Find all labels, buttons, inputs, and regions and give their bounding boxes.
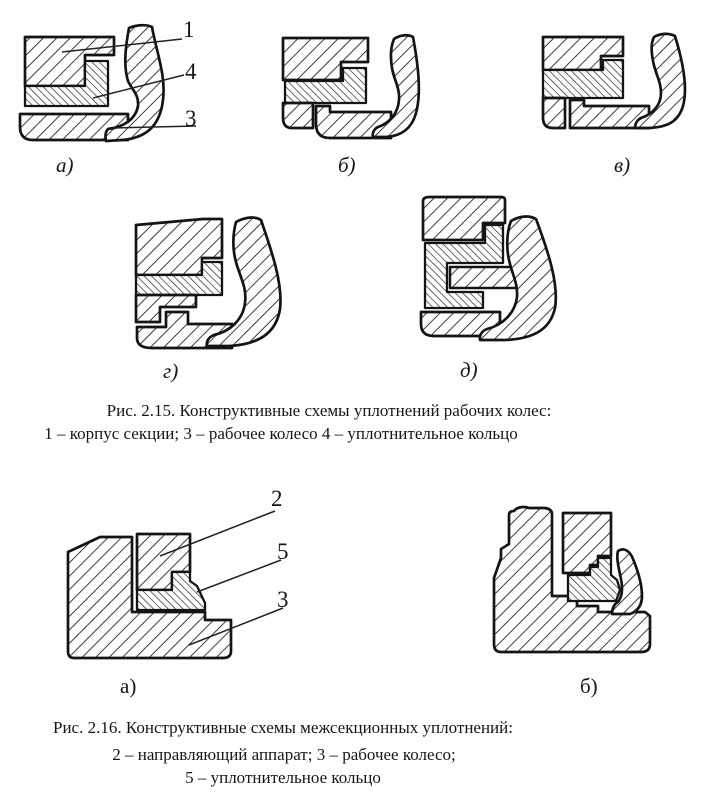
callout-number-housing: 1 bbox=[183, 17, 195, 42]
fig-2-16-panel-b bbox=[494, 507, 650, 652]
fig-2-15-panel-g bbox=[136, 218, 281, 348]
fig-2-15-caption-line2: 1 – корпус секции; 3 – рабочее колесо 4 – уплотнительное кольцо bbox=[44, 424, 518, 443]
panel-b-housing-foot bbox=[283, 103, 313, 128]
panel-label-g-2-15: г) bbox=[163, 359, 179, 383]
panel-label-b-2-16: б) bbox=[580, 674, 598, 698]
fig-2-15-panel-a bbox=[20, 25, 196, 141]
fig-2-15-panel-v bbox=[543, 34, 685, 128]
callout-number-impeller: 3 bbox=[185, 106, 197, 131]
callout-number-impeller-16: 3 bbox=[277, 587, 289, 612]
fig-2-15-panel-d bbox=[421, 197, 556, 340]
panel-label-d-2-15: д) bbox=[460, 358, 478, 382]
fig-2-15-caption-line1: Рис. 2.15. Конструктивные схемы уплотнений рабочих колес: bbox=[106, 401, 552, 420]
callout-number-ring-16: 5 bbox=[277, 539, 289, 564]
panel-label-v-2-15: в) bbox=[614, 153, 631, 177]
callout-leader-5 bbox=[197, 560, 281, 592]
panel-label-a-2-15: а) bbox=[56, 153, 74, 177]
panel-label-a-2-16: а) bbox=[120, 674, 137, 698]
fig-2-16-panel-a bbox=[68, 511, 283, 658]
fig-2-16-caption-line1: Рис. 2.16. Конструктивные схемы межсекционных уплотнений: bbox=[53, 718, 513, 737]
panel-label-b-2-15: б) bbox=[338, 153, 356, 177]
fig-2-15-panel-b bbox=[283, 35, 419, 138]
panel-d-impeller-tongue bbox=[450, 267, 521, 288]
callout-number-guide: 2 bbox=[271, 486, 283, 511]
callout-number-ring: 4 bbox=[185, 59, 197, 84]
fig-2-16-caption-line2: 2 – направляющий аппарат; 3 – рабочее колесо; bbox=[112, 745, 456, 764]
fig-2-16-caption-line3: 5 – уплотнительное кольцо bbox=[185, 768, 381, 787]
panel-v-housing-foot bbox=[543, 98, 565, 128]
